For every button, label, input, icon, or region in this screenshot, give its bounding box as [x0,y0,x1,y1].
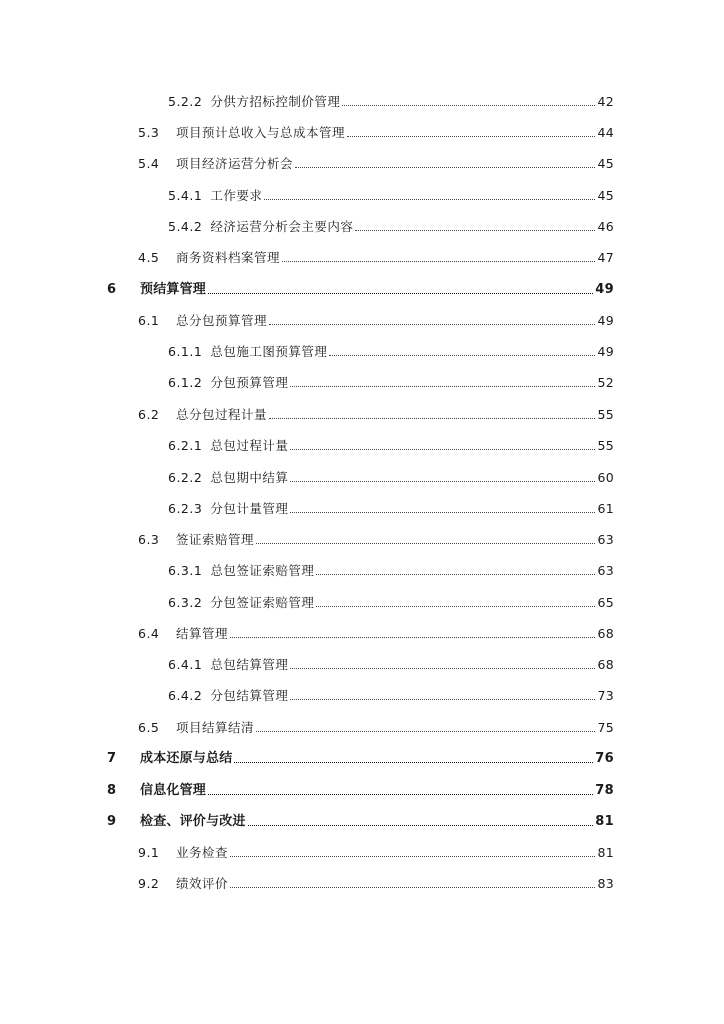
dot-leader [355,230,595,231]
toc-number: 6.1.2 [168,375,203,390]
dot-leader [290,668,595,669]
toc-page-number: 45 [597,188,614,203]
toc-page-number: 49 [597,313,614,328]
toc-entry[interactable] [138,244,614,266]
toc-page-number: 63 [597,532,614,547]
toc-entry[interactable] [168,651,614,673]
dot-leader [316,574,595,575]
dot-leader [290,699,595,700]
toc-entry[interactable] [168,432,614,454]
toc-number: 6.2.3 [168,501,203,516]
toc-title: 分包预算管理 [210,375,289,390]
toc-title: 信息化管理 [140,783,207,798]
toc-title: 总包结算管理 [210,657,289,672]
toc-title: 结算管理 [176,626,229,641]
toc-entry[interactable] [168,557,614,579]
toc-title: 业务检查 [176,845,229,860]
toc-entry[interactable] [107,777,614,799]
toc-number: 9 [107,814,117,829]
toc-number: 6.1 [138,313,160,328]
toc-page-number: 73 [597,688,614,703]
dot-leader [234,762,593,763]
dot-leader [342,105,595,106]
toc-number: 6.5 [138,720,160,735]
dot-leader [347,136,595,137]
dot-leader [256,731,595,732]
toc-title: 经济运营分析会主要内容 [210,219,354,234]
toc-page-number: 83 [597,876,614,891]
dot-leader [290,449,595,450]
toc-title: 总包施工图预算管理 [210,344,328,359]
toc-page-number: 75 [597,720,614,735]
toc-title: 项目预计总收入与总成本管理 [176,125,346,140]
toc-number: 6.4.2 [168,688,203,703]
toc-page-number: 55 [597,407,614,422]
toc-entry[interactable] [168,369,614,391]
toc-number: 6.1.1 [168,344,203,359]
toc-title: 绩效评价 [176,876,229,891]
toc-number: 9.2 [138,876,160,891]
toc-number: 6.2 [138,407,160,422]
toc-page-number: 55 [597,438,614,453]
toc-page-number: 78 [595,783,614,798]
dot-leader [230,887,595,888]
toc-title: 签证索赔管理 [176,532,255,547]
dot-leader [256,543,595,544]
toc-title: 总包签证索赔管理 [210,563,315,578]
dot-leader [295,167,595,168]
dot-leader [230,637,595,638]
dot-leader [290,481,595,482]
toc-page-number: 65 [597,595,614,610]
dot-leader [269,418,595,419]
toc-number: 6.3.1 [168,563,203,578]
dot-leader [230,856,595,857]
dot-leader [269,324,595,325]
toc-page-number: 52 [597,375,614,390]
toc-entry[interactable] [138,839,614,861]
toc-number: 9.1 [138,845,160,860]
toc-number: 5.4.2 [168,219,203,234]
dot-leader [316,606,595,607]
toc-title: 总分包预算管理 [176,313,268,328]
toc-entry[interactable] [138,401,614,423]
toc-entry[interactable] [168,464,614,486]
toc-entry[interactable] [168,338,614,360]
toc-title: 分包签证索赔管理 [210,595,315,610]
dot-leader [290,386,595,387]
toc-page-number: 44 [597,125,614,140]
toc-title: 项目经济运营分析会 [176,156,294,171]
toc-title: 分供方招标控制价管理 [210,94,341,109]
toc-entry[interactable] [168,589,614,611]
toc-entry[interactable] [138,714,614,736]
toc-page-number: 81 [597,845,614,860]
toc-entry[interactable] [107,808,614,830]
toc-page-number: 61 [597,501,614,516]
toc-number: 7 [107,751,117,766]
toc-page-number: 47 [597,250,614,265]
toc-entry[interactable] [168,88,614,110]
toc-entry[interactable] [138,870,614,892]
toc-number: 5.4 [138,156,160,171]
toc-number: 6.2.2 [168,470,203,485]
toc-title: 总包期中结算 [210,470,289,485]
toc-entry[interactable] [168,213,614,235]
toc-title: 分包计量管理 [210,501,289,516]
toc-entry[interactable] [168,495,614,517]
toc-page-number: 60 [597,470,614,485]
toc-entry[interactable] [138,307,614,329]
toc-page-number: 68 [597,626,614,641]
dot-leader [248,825,594,826]
dot-leader [290,512,595,513]
dot-leader [329,355,595,356]
toc-number: 5.3 [138,125,160,140]
toc-page-number: 49 [597,344,614,359]
toc-number: 6.3 [138,532,160,547]
toc-title: 检查、评价与改进 [140,814,246,829]
toc-page-number: 49 [595,282,614,297]
toc-page-number: 68 [597,657,614,672]
toc-entry[interactable] [168,682,614,704]
toc-entry[interactable] [138,620,614,642]
dot-leader [282,261,595,262]
toc-number: 4.5 [138,250,160,265]
toc-page-number: 76 [595,751,614,766]
toc-title: 总包过程计量 [210,438,289,453]
toc-page-number: 46 [597,219,614,234]
dot-leader [208,293,593,294]
toc-title: 预结算管理 [140,282,207,297]
toc-title: 总分包过程计量 [176,407,268,422]
toc-number: 5.4.1 [168,188,203,203]
toc-page-number: 42 [597,94,614,109]
toc-number: 6.4.1 [168,657,203,672]
toc-page-number: 81 [595,814,614,829]
toc-entry[interactable] [107,745,614,767]
dot-leader [264,199,595,200]
toc-entry[interactable] [138,150,614,172]
toc-title: 商务资料档案管理 [176,250,281,265]
toc-page-number: 63 [597,563,614,578]
toc-page-number: 45 [597,156,614,171]
toc-entry[interactable] [107,276,614,298]
toc-number: 6.2.1 [168,438,203,453]
toc-title: 成本还原与总结 [140,751,233,766]
toc-title: 工作要求 [210,188,263,203]
toc-number: 6 [107,282,117,297]
toc-entry[interactable] [138,119,614,141]
toc-number: 6.4 [138,626,160,641]
toc-number: 8 [107,783,117,798]
toc-number: 5.2.2 [168,94,203,109]
toc-number: 6.3.2 [168,595,203,610]
toc-entry[interactable] [168,182,614,204]
dot-leader [208,794,593,795]
toc-entry[interactable] [138,526,614,548]
toc-title: 分包结算管理 [210,688,289,703]
toc-title: 项目结算结清 [176,720,255,735]
